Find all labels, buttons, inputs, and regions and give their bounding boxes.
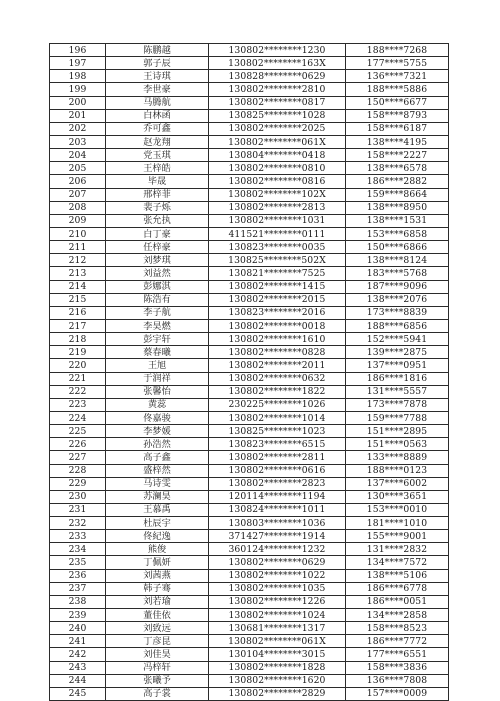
student-name-cell: 苏澜昊 <box>106 490 209 503</box>
table-row <box>50 635 449 648</box>
id-number-cell: 130823********6515 <box>209 438 346 451</box>
row-number-cell: 240 <box>50 622 106 635</box>
table-row <box>50 517 449 530</box>
student-name-cell: 李梦媛 <box>106 425 209 438</box>
table-row <box>50 57 449 70</box>
student-name-cell: 佟嘉骏 <box>106 411 209 424</box>
phone-number-cell: 151****0563 <box>346 438 449 451</box>
phone-number-cell: 188****6856 <box>346 319 449 332</box>
id-number-cell: 130104********3015 <box>209 648 346 661</box>
id-number-cell: 130802********2823 <box>209 477 346 490</box>
row-number-cell: 229 <box>50 477 106 490</box>
table-row <box>50 44 449 57</box>
phone-number-cell: 134****7572 <box>346 556 449 569</box>
student-name-cell: 白林函 <box>106 109 209 122</box>
row-number-cell: 198 <box>50 70 106 83</box>
table-row <box>50 503 449 516</box>
phone-number-cell: 183****5768 <box>346 267 449 280</box>
student-name-cell: 王旭 <box>106 359 209 372</box>
id-number-cell: 130802********1035 <box>209 582 346 595</box>
row-number-cell: 211 <box>50 241 106 254</box>
id-number-cell: 130802********163X <box>209 57 346 70</box>
id-number-cell: 130802********1014 <box>209 411 346 424</box>
table-row <box>50 530 449 543</box>
student-name-cell: 冯梓轩 <box>106 661 209 674</box>
phone-number-cell: 186****1816 <box>346 372 449 385</box>
table-row <box>50 543 449 556</box>
phone-number-cell: 150****6866 <box>346 241 449 254</box>
row-number-cell: 236 <box>50 569 106 582</box>
student-name-cell: 李世豪 <box>106 83 209 96</box>
student-name-cell: 李昊燃 <box>106 319 209 332</box>
row-number-cell: 224 <box>50 411 106 424</box>
roster-table-body <box>50 44 449 701</box>
row-number-cell: 245 <box>50 687 106 700</box>
id-number-cell: 130802********1226 <box>209 595 346 608</box>
row-number-cell: 213 <box>50 267 106 280</box>
student-name-cell: 佟紀逸 <box>106 530 209 543</box>
id-number-cell: 130802********1022 <box>209 569 346 582</box>
table-row <box>50 135 449 148</box>
student-name-cell: 刘益然 <box>106 267 209 280</box>
id-number-cell: 130802********2025 <box>209 122 346 135</box>
student-name-cell: 张曦予 <box>106 674 209 687</box>
phone-number-cell: 181****1010 <box>346 517 449 530</box>
id-number-cell: 130802********2015 <box>209 293 346 306</box>
row-number-cell: 242 <box>50 648 106 661</box>
table-row <box>50 556 449 569</box>
id-number-cell: 130823********0035 <box>209 241 346 254</box>
phone-number-cell: 152****5941 <box>346 333 449 346</box>
row-number-cell: 228 <box>50 464 106 477</box>
table-row <box>50 306 449 319</box>
phone-number-cell: 177****5755 <box>346 57 449 70</box>
row-number-cell: 212 <box>50 254 106 267</box>
student-name-cell: 刘致远 <box>106 622 209 635</box>
row-number-cell: 226 <box>50 438 106 451</box>
row-number-cell: 239 <box>50 609 106 622</box>
phone-number-cell: 153****6858 <box>346 227 449 240</box>
table-row <box>50 162 449 175</box>
row-number-cell: 234 <box>50 543 106 556</box>
row-number-cell: 205 <box>50 162 106 175</box>
table-row <box>50 398 449 411</box>
student-name-cell: 孙浩然 <box>106 438 209 451</box>
row-number-cell: 233 <box>50 530 106 543</box>
row-number-cell: 199 <box>50 83 106 96</box>
id-number-cell: 130821********7525 <box>209 267 346 280</box>
row-number-cell: 210 <box>50 227 106 240</box>
student-name-cell: 韩子骞 <box>106 582 209 595</box>
phone-number-cell: 158****8793 <box>346 109 449 122</box>
phone-number-cell: 137****6002 <box>346 477 449 490</box>
phone-number-cell: 173****7878 <box>346 398 449 411</box>
row-number-cell: 243 <box>50 661 106 674</box>
table-row <box>50 293 449 306</box>
phone-number-cell: 186****6778 <box>346 582 449 595</box>
id-number-cell: 230225********1026 <box>209 398 346 411</box>
id-number-cell: 130802********102X <box>209 188 346 201</box>
row-number-cell: 219 <box>50 346 106 359</box>
row-number-cell: 235 <box>50 556 106 569</box>
student-name-cell: 王诗琪 <box>106 70 209 83</box>
phone-number-cell: 158****2227 <box>346 149 449 162</box>
id-number-cell: 130802********0632 <box>209 372 346 385</box>
phone-number-cell: 138****8950 <box>346 201 449 214</box>
row-number-cell: 200 <box>50 96 106 109</box>
table-row <box>50 214 449 227</box>
id-number-cell: 130825********1028 <box>209 109 346 122</box>
table-row <box>50 267 449 280</box>
phone-number-cell: 186****7772 <box>346 635 449 648</box>
student-name-cell: 王梓皓 <box>106 162 209 175</box>
row-number-cell: 241 <box>50 635 106 648</box>
table-row <box>50 372 449 385</box>
phone-number-cell: 138****1531 <box>346 214 449 227</box>
phone-number-cell: 159****7788 <box>346 411 449 424</box>
student-name-cell: 彭娜淇 <box>106 280 209 293</box>
id-number-cell: 130823********2016 <box>209 306 346 319</box>
id-number-cell: 371427********1914 <box>209 530 346 543</box>
id-number-cell: 130802********0816 <box>209 175 346 188</box>
row-number-cell: 197 <box>50 57 106 70</box>
table-row <box>50 280 449 293</box>
student-name-cell: 张馨怡 <box>106 385 209 398</box>
table-row <box>50 674 449 687</box>
table-row <box>50 425 449 438</box>
row-number-cell: 204 <box>50 149 106 162</box>
student-name-cell: 丁彦昆 <box>106 635 209 648</box>
phone-number-cell: 138****2076 <box>346 293 449 306</box>
id-number-cell: 130802********0817 <box>209 96 346 109</box>
phone-number-cell: 130****3651 <box>346 490 449 503</box>
table-row <box>50 490 449 503</box>
id-number-cell: 130802********0018 <box>209 319 346 332</box>
id-number-cell: 130803********1036 <box>209 517 346 530</box>
student-name-cell: 高子鑫 <box>106 451 209 464</box>
row-number-cell: 214 <box>50 280 106 293</box>
table-row <box>50 70 449 83</box>
phone-number-cell: 136****7321 <box>346 70 449 83</box>
phone-number-cell: 186****2882 <box>346 175 449 188</box>
phone-number-cell: 139****2875 <box>346 346 449 359</box>
table-row <box>50 661 449 674</box>
table-row <box>50 122 449 135</box>
phone-number-cell: 150****6677 <box>346 96 449 109</box>
phone-number-cell: 131****2832 <box>346 543 449 556</box>
table-row <box>50 319 449 332</box>
id-number-cell: 130802********1610 <box>209 333 346 346</box>
student-name-cell: 乔可鑫 <box>106 122 209 135</box>
student-name-cell: 董佳依 <box>106 609 209 622</box>
student-name-cell: 于润祥 <box>106 372 209 385</box>
table-row <box>50 149 449 162</box>
phone-number-cell: 177****6551 <box>346 648 449 661</box>
row-number-cell: 231 <box>50 503 106 516</box>
row-number-cell: 220 <box>50 359 106 372</box>
id-number-cell: 130802********2829 <box>209 687 346 700</box>
table-row <box>50 451 449 464</box>
row-number-cell: 244 <box>50 674 106 687</box>
phone-number-cell: 153****0010 <box>346 503 449 516</box>
table-row <box>50 464 449 477</box>
student-name-cell: 丁佩妍 <box>106 556 209 569</box>
student-name-cell: 刘若瑜 <box>106 595 209 608</box>
id-number-cell: 130802********1031 <box>209 214 346 227</box>
table-row <box>50 241 449 254</box>
row-number-cell: 207 <box>50 188 106 201</box>
table-row <box>50 96 449 109</box>
id-number-cell: 130802********1230 <box>209 44 346 57</box>
id-number-cell: 130825********1023 <box>209 425 346 438</box>
student-name-cell: 郭子辰 <box>106 57 209 70</box>
id-number-cell: 130802********1620 <box>209 674 346 687</box>
phone-number-cell: 138****5106 <box>346 569 449 582</box>
table-row <box>50 188 449 201</box>
row-number-cell: 196 <box>50 44 106 57</box>
id-number-cell: 411521********0111 <box>209 227 346 240</box>
student-name-cell: 刘佳昊 <box>106 648 209 661</box>
student-name-cell: 白丁豪 <box>106 227 209 240</box>
phone-number-cell: 138****4195 <box>346 135 449 148</box>
row-number-cell: 225 <box>50 425 106 438</box>
table-row <box>50 595 449 608</box>
table-row <box>50 346 449 359</box>
id-number-cell: 130802********0810 <box>209 162 346 175</box>
student-name-cell: 陈浩有 <box>106 293 209 306</box>
row-number-cell: 215 <box>50 293 106 306</box>
id-number-cell: 130802********0828 <box>209 346 346 359</box>
phone-number-cell: 158****8523 <box>346 622 449 635</box>
id-number-cell: 130825********502X <box>209 254 346 267</box>
student-name-cell: 裴子烁 <box>106 201 209 214</box>
row-number-cell: 227 <box>50 451 106 464</box>
table-row <box>50 385 449 398</box>
table-row <box>50 201 449 214</box>
phone-number-cell: 159****8664 <box>346 188 449 201</box>
row-number-cell: 232 <box>50 517 106 530</box>
id-number-cell: 130802********1822 <box>209 385 346 398</box>
table-row <box>50 477 449 490</box>
student-name-cell: 蔡春曦 <box>106 346 209 359</box>
id-number-cell: 130828********0629 <box>209 70 346 83</box>
student-name-cell: 李子航 <box>106 306 209 319</box>
phone-number-cell: 151****2895 <box>346 425 449 438</box>
roster-table <box>49 43 449 701</box>
student-name-cell: 黄蕊 <box>106 398 209 411</box>
id-number-cell: 130804********0418 <box>209 149 346 162</box>
student-name-cell: 马诗雯 <box>106 477 209 490</box>
row-number-cell: 208 <box>50 201 106 214</box>
phone-number-cell: 138****8124 <box>346 254 449 267</box>
phone-number-cell: 157****0009 <box>346 687 449 700</box>
student-name-cell: 邢梓菲 <box>106 188 209 201</box>
student-name-cell: 刘茜燕 <box>106 569 209 582</box>
phone-number-cell: 155****9001 <box>346 530 449 543</box>
student-name-cell: 马腾航 <box>106 96 209 109</box>
id-number-cell: 130802********061X <box>209 135 346 148</box>
phone-number-cell: 173****8839 <box>346 306 449 319</box>
table-row <box>50 109 449 122</box>
phone-number-cell: 186****0051 <box>346 595 449 608</box>
row-number-cell: 218 <box>50 333 106 346</box>
table-row <box>50 687 449 700</box>
table-row <box>50 609 449 622</box>
id-number-cell: 130824********1011 <box>209 503 346 516</box>
row-number-cell: 221 <box>50 372 106 385</box>
table-row <box>50 83 449 96</box>
id-number-cell: 130802********2810 <box>209 83 346 96</box>
id-number-cell: 130802********2011 <box>209 359 346 372</box>
table-row <box>50 438 449 451</box>
student-name-cell: 毕晟 <box>106 175 209 188</box>
table-row <box>50 411 449 424</box>
row-number-cell: 237 <box>50 582 106 595</box>
row-number-cell: 203 <box>50 135 106 148</box>
student-name-cell: 刘梦琪 <box>106 254 209 267</box>
phone-number-cell: 188****7268 <box>346 44 449 57</box>
phone-number-cell: 131****5557 <box>346 385 449 398</box>
id-number-cell: 130802********2813 <box>209 201 346 214</box>
table-row <box>50 333 449 346</box>
table-row <box>50 227 449 240</box>
row-number-cell: 238 <box>50 595 106 608</box>
table-row <box>50 569 449 582</box>
phone-number-cell: 188****5886 <box>346 83 449 96</box>
table-row <box>50 359 449 372</box>
student-name-cell: 任梓豪 <box>106 241 209 254</box>
phone-number-cell: 137****0951 <box>346 359 449 372</box>
student-name-cell: 高子裳 <box>106 687 209 700</box>
id-number-cell: 130802********0629 <box>209 556 346 569</box>
student-name-cell: 熊俊 <box>106 543 209 556</box>
student-name-cell: 党玉琪 <box>106 149 209 162</box>
id-number-cell: 130802********1024 <box>209 609 346 622</box>
student-name-cell: 彭宇轩 <box>106 333 209 346</box>
id-number-cell: 360124********1232 <box>209 543 346 556</box>
student-name-cell: 盛梓然 <box>106 464 209 477</box>
row-number-cell: 209 <box>50 214 106 227</box>
phone-number-cell: 158****3836 <box>346 661 449 674</box>
row-number-cell: 222 <box>50 385 106 398</box>
id-number-cell: 130802********1415 <box>209 280 346 293</box>
id-number-cell: 130802********0616 <box>209 464 346 477</box>
id-number-cell: 130802********1828 <box>209 661 346 674</box>
row-number-cell: 201 <box>50 109 106 122</box>
student-name-cell: 张允执 <box>106 214 209 227</box>
student-name-cell: 陈鹏越 <box>106 44 209 57</box>
student-name-cell: 杜辰宇 <box>106 517 209 530</box>
id-number-cell: 130802********2811 <box>209 451 346 464</box>
table-row <box>50 254 449 267</box>
table-row <box>50 622 449 635</box>
phone-number-cell: 136****7808 <box>346 674 449 687</box>
table-row <box>50 648 449 661</box>
id-number-cell: 130681********1317 <box>209 622 346 635</box>
row-number-cell: 202 <box>50 122 106 135</box>
phone-number-cell: 188****0123 <box>346 464 449 477</box>
row-number-cell: 216 <box>50 306 106 319</box>
table-row <box>50 175 449 188</box>
phone-number-cell: 187****9096 <box>346 280 449 293</box>
table-row <box>50 582 449 595</box>
student-name-cell: 赵龙翔 <box>106 135 209 148</box>
phone-number-cell: 133****8889 <box>346 451 449 464</box>
phone-number-cell: 158****6187 <box>346 122 449 135</box>
row-number-cell: 206 <box>50 175 106 188</box>
id-number-cell: 120114********1194 <box>209 490 346 503</box>
phone-number-cell: 138****6578 <box>346 162 449 175</box>
row-number-cell: 230 <box>50 490 106 503</box>
id-number-cell: 130802********061X <box>209 635 346 648</box>
phone-number-cell: 134****2858 <box>346 609 449 622</box>
student-name-cell: 王慕禹 <box>106 503 209 516</box>
row-number-cell: 217 <box>50 319 106 332</box>
row-number-cell: 223 <box>50 398 106 411</box>
